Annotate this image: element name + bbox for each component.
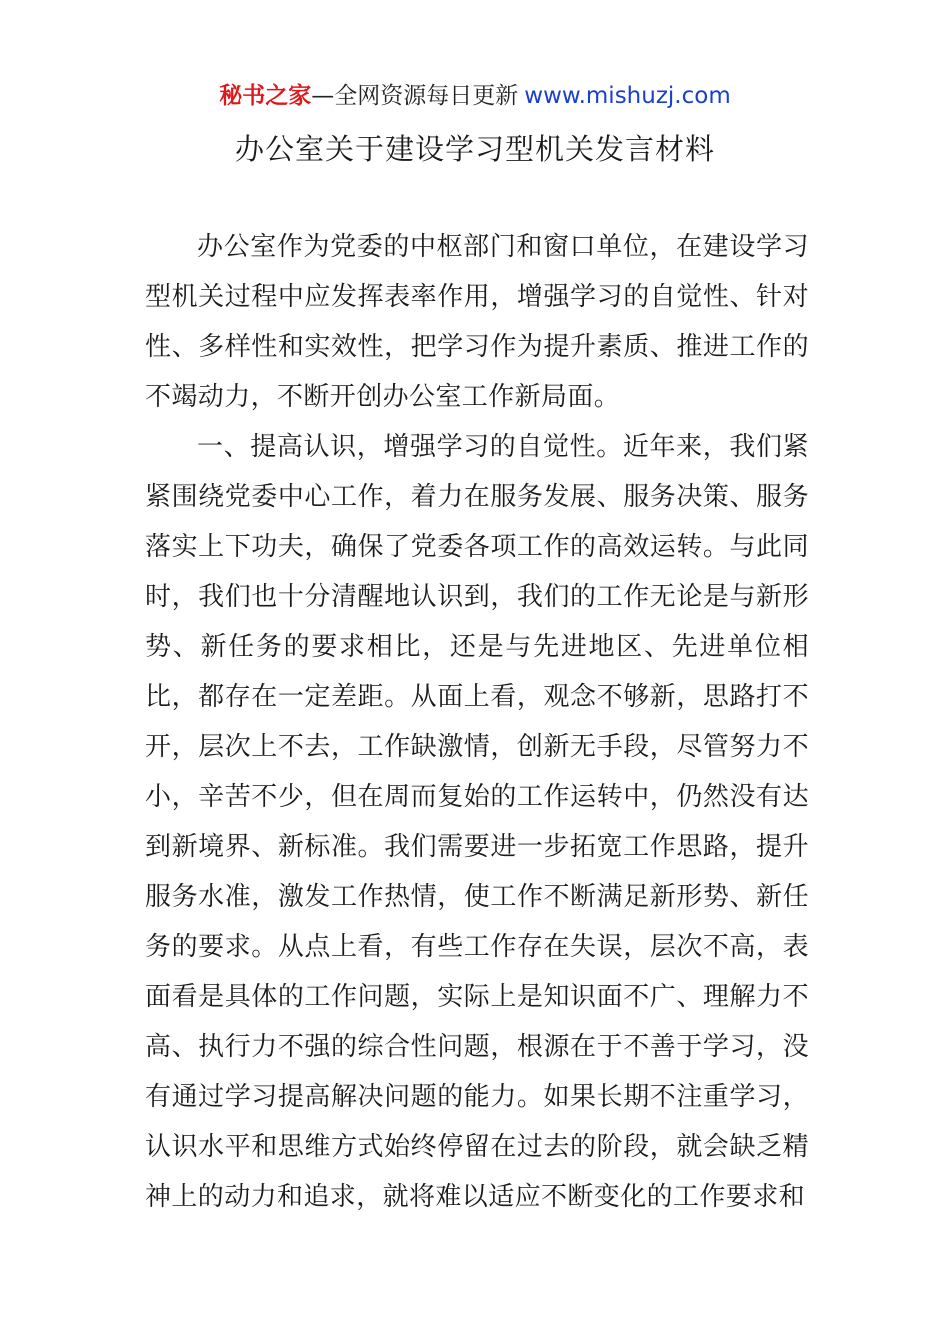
site-tagline: —全网资源每日更新 xyxy=(311,83,519,109)
paragraph-intro: 办公室作为党委的中枢部门和窗口单位，在建设学习型机关过程中应发挥表率作用，增强学习的自觉性、针对性、多样性和实效性，把学习作为提升素质、推进工作的不竭动力，不断开创办公室工作新局面。 xyxy=(145,232,809,412)
brand-name: 秘书之家 xyxy=(219,83,312,109)
paragraph-section-1: 一、提高认识，增强学习的自觉性。近年来，我们紧紧围绕党委中心工作，着力在服务发展、服务决策、服务落实上下功夫，确保了党委各项工作的高效运转。与此同时，我们也十分清醒地认识到，我们的工作无论是与新形势、新任务的要求相比，还是与先进地区、先进单位相比，都存在一定差距。从面上看，观念不够新，思路打不开，层次上不去，工作缺激情，创新无手段，尽管努力不小，辛苦不少，但在周而复始的工作运转中，仍然没有达到新境界、新标准。我们需要进一步拓宽工作思路，提升服务水准，激发工作热情，使工作不断满足新形势、新任务的要求。从点上看，有些工作存在失误，层次不高，表面看是具体的工作问题，实际上是知识面不广、理解力不高、执行力不强的综合性问题，根源在于不善于学习，没有通过学习提高解决问题的能力。如果长期不注重学习，认识水平和思维方式始终停留在过去的阶段，就会缺乏精神上的动力和追求，就将难以适应不断变化的工作要求和 xyxy=(145,432,809,1212)
site-header xyxy=(0,80,950,112)
site-url-link[interactable]: www.mishuzj.com xyxy=(524,83,731,109)
document-title: 办公室关于建设学习型机关发言材料 xyxy=(234,132,715,166)
document-body xyxy=(145,222,809,1222)
